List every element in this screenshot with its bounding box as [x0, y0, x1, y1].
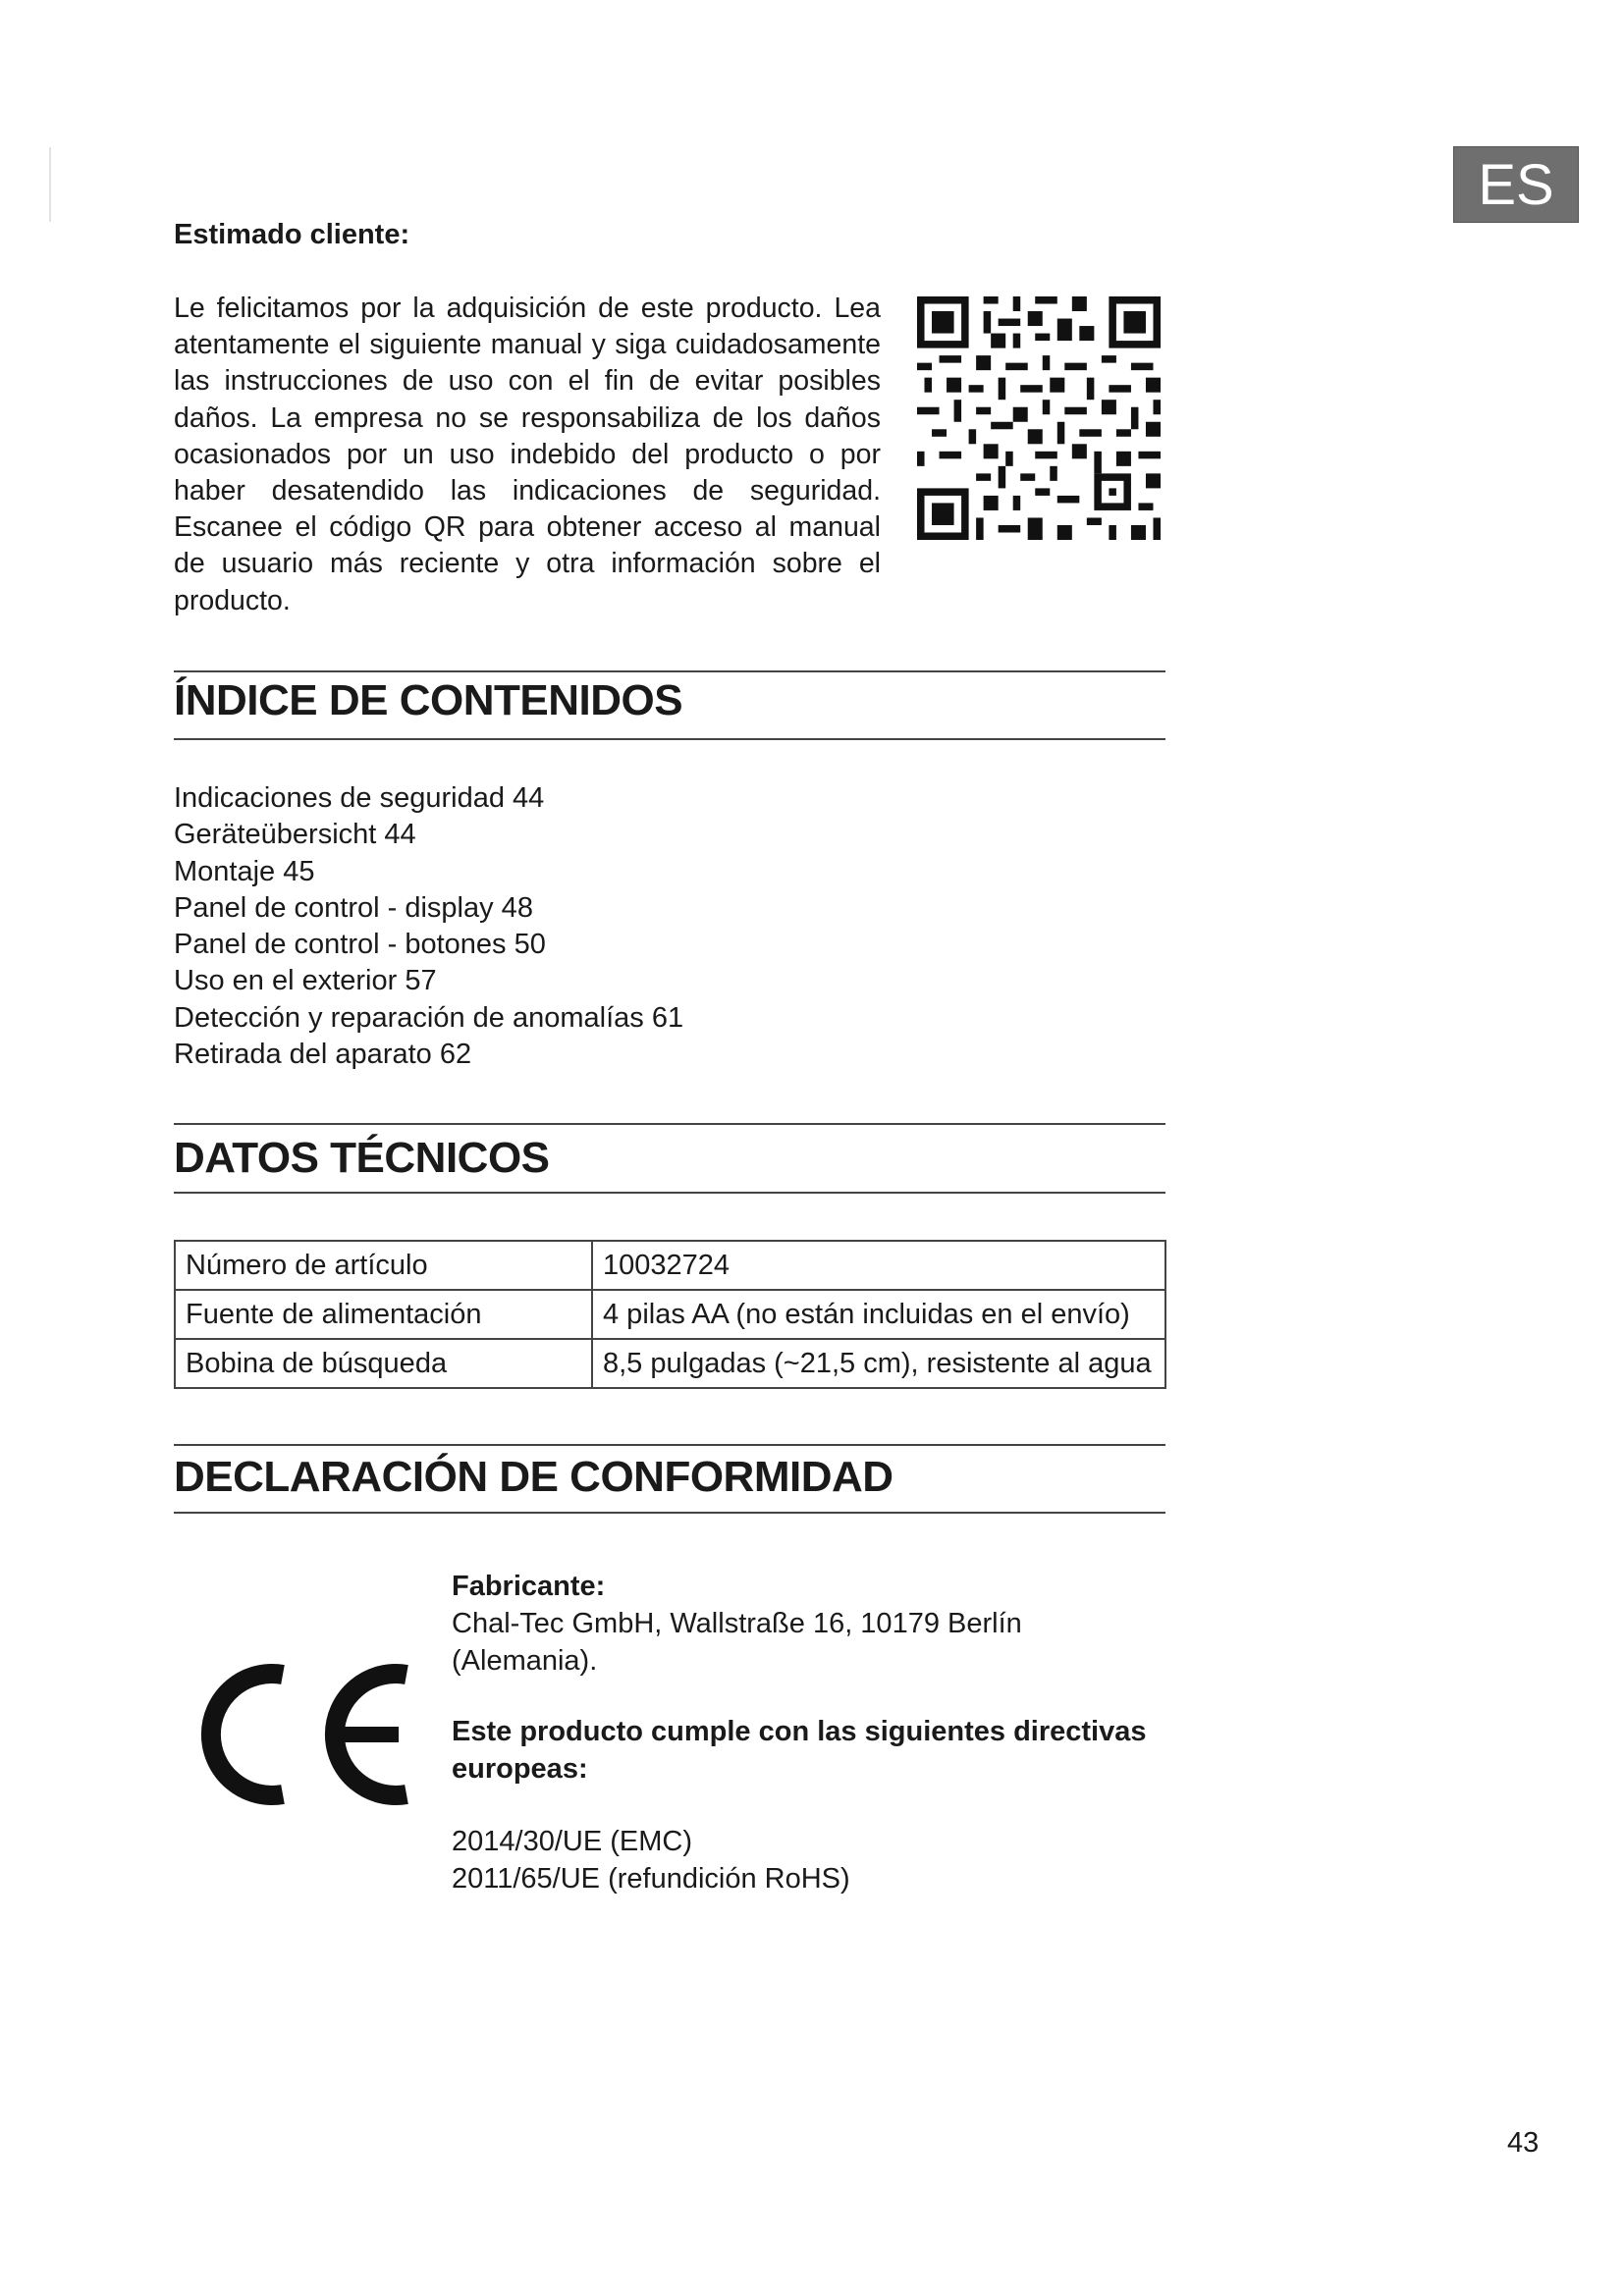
table-row [175, 1339, 1165, 1388]
toc-item: Retirada del aparato 62 [174, 1039, 472, 1071]
toc-item: Panel de control - botones 50 [174, 929, 546, 961]
toc-item: Detección y reparación de anomalías 61 [174, 1001, 684, 1034]
toc-item: Indicaciones de seguridad 44 [174, 782, 545, 814]
language-badge: ES [1453, 146, 1579, 223]
tech-specs-table [174, 1240, 1166, 1389]
divider [174, 738, 1165, 740]
divider [174, 1444, 1165, 1446]
directives-label: Este producto cumple con las siguientes directivas [452, 1716, 1147, 1747]
directives-label: europeas: [452, 1753, 588, 1785]
spec-value: 10032724 [592, 1241, 1165, 1290]
divider [174, 670, 1165, 672]
manufacturer-country: (Alemania). [452, 1645, 598, 1677]
ce-mark-icon [192, 1655, 418, 1814]
spec-label: Fuente de alimentación [175, 1290, 592, 1339]
toc-item: Panel de control - display 48 [174, 891, 533, 924]
toc-item: Montaje 45 [174, 855, 315, 887]
toc-title: ÍNDICE DE CONTENIDOS [174, 676, 683, 724]
table-row [175, 1290, 1165, 1339]
intro-paragraph: Le felicitamos por la adquisición de este producto. Lea atentamente el siguiente manual y siga cuidadosamente las instrucciones de uso con el fin de evitar posibles daños. La empresa no se responsabiliza de los daños ocasionados por un uso indebido del producto o por haber desatendido las indicaciones de seguridad. Escanee el código QR para obtener acceso al manual de usuario más reciente y otra información sobre el producto. [174, 293, 881, 616]
spec-value: 8,5 pulgadas (~21,5 cm), resistente al agua [592, 1339, 1165, 1388]
page-number: 43 [1507, 2127, 1540, 2159]
tech-title: DATOS TÉCNICOS [174, 1134, 550, 1182]
margin-line [49, 147, 51, 222]
manufacturer-address: Chal-Tec GmbH, Wallstraße 16, 10179 Berlín [452, 1608, 1022, 1639]
spec-label: Bobina de búsqueda [175, 1339, 592, 1388]
toc-item: Geräteübersicht 44 [174, 819, 416, 851]
manufacturer-label: Fabricante: [452, 1571, 606, 1602]
table-row [175, 1241, 1165, 1290]
toc-item: Uso en el exterior 57 [174, 965, 437, 997]
divider [174, 1192, 1165, 1194]
greeting: Estimado cliente: [174, 219, 410, 250]
qr-code-icon [917, 296, 1161, 540]
directive-item: 2014/30/UE (EMC) [452, 1826, 692, 1857]
divider [174, 1512, 1165, 1514]
conformity-title: DECLARACIÓN DE CONFORMIDAD [174, 1453, 893, 1501]
toc-list [174, 780, 683, 1073]
conformity-block [452, 1568, 1159, 1897]
divider [174, 1123, 1165, 1125]
directive-item: 2011/65/UE (refundición RoHS) [452, 1863, 850, 1895]
spec-value: 4 pilas AA (no están incluidas en el envío) [592, 1290, 1165, 1339]
spec-label: Número de artículo [175, 1241, 592, 1290]
